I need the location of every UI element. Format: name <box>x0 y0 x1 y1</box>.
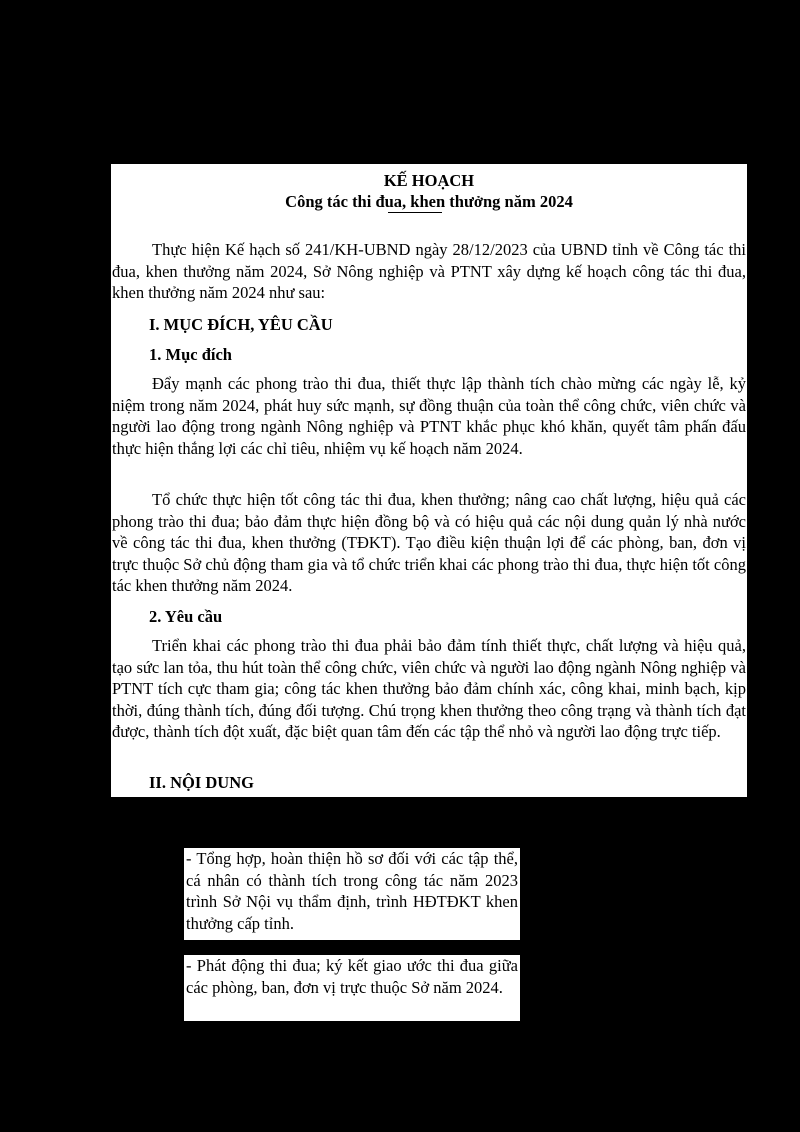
requirement-paragraph: Triển khai các phong trào thi đua phải bảo đảm tính thiết thực, chất lượng và hiệu quả, tạo sức lan tỏa, thu hút toàn thể công chức, viên chức và người lao động ngành Nông nghiệp và PTNT tích cực tham gia; công tác khen thưởng bảo đảm chính xác, công khai, minh bạch, kịp thời, đúng thành tích, đúng đối tượng. Chú trọng khen thưởng theo công trạng và thành tích đạt được, thành tích đột xuất, đặc biệt quan tâm đến các tập thể nhỏ và người lao động trực tiếp. <box>112 636 746 741</box>
subsection-1-heading: 1. Mục đích <box>149 345 232 364</box>
document-page <box>111 164 747 797</box>
intro-paragraph: Thực hiện Kế hạch số 241/KH-UBND ngày 28/12/2023 của UBND tỉnh về Công tác thi đua, khen thưởng năm 2024, Sở Nông nghiệp và PTNT xây dựng kế hoạch công tác thi đua, khen thưởng năm 2024 như sau: <box>112 240 746 302</box>
document-subtitle: Công tác thi đua, khen thưởng năm 2024 <box>285 192 573 211</box>
table-cell-1: - Tổng hợp, hoàn thiện hồ sơ đối với các tập thể, cá nhân có thành tích trong công tác năm 2023 trình Sở Nội vụ thẩm định, trình HĐTĐKT khen thưởng cấp tỉnh. <box>184 848 520 940</box>
section-1-heading: I. MỤC ĐÍCH, YÊU CẦU <box>149 315 333 334</box>
purpose-paragraph-2: Tổ chức thực hiện tốt công tác thi đua, khen thưởng; nâng cao chất lượng, hiệu quả các phong trào thi đua; bảo đảm thực hiện đồng bộ và có hiệu quả các nội dung quản lý nhà nước về công tác thi đua, khen thưởng (TĐKT). Tạo điều kiện thuận lợi để các phòng, ban, đơn vị trực thuộc Sở chủ động tham gia và tổ chức triển khai các phong trào thi đua, thực hiện tốt công tác khen thưởng năm 2024. <box>112 490 746 595</box>
section-2-heading: II. NỘI DUNG <box>149 773 254 792</box>
subsection-2-heading: 2. Yêu cầu <box>149 607 223 626</box>
table-cell-2: - Phát động thi đua; ký kết giao ước thi đua giữa các phòng, ban, đơn vị trực thuộc Sở năm 2024. <box>184 955 520 1021</box>
document-title: KẾ HOẠCH <box>383 171 475 190</box>
title-underline <box>388 212 442 213</box>
purpose-paragraph-1: Đẩy mạnh các phong trào thi đua, thiết thực lập thành tích chào mừng các ngày lễ, kỷ niệm trong năm 2024, phát huy sức mạnh, sự đồng thuận của toàn thể công chức, viên chức và người lao động trong ngành Nông nghiệp và PTNT khắc phục khó khăn, quyết tâm phấn đấu thực hiện thắng lợi các chỉ tiêu, nhiệm vụ kế hoạch năm 2024. <box>112 374 746 458</box>
